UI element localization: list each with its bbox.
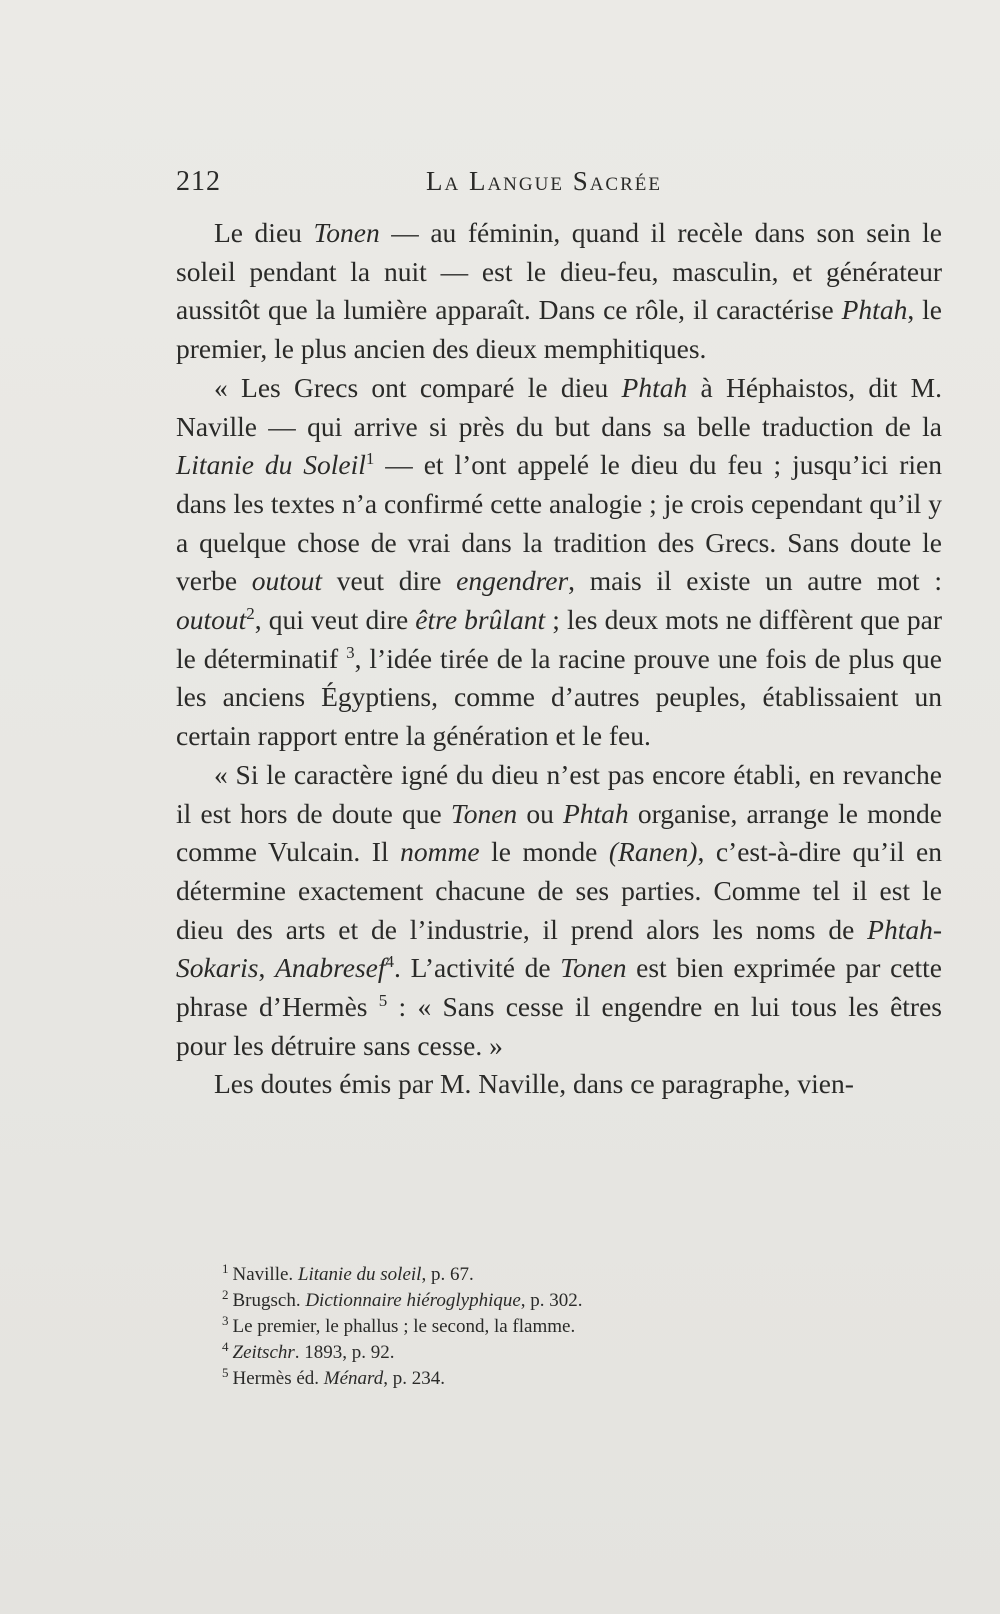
- text-span: ; les deux mots ne diffèrent que par le déterminatif: [176, 604, 942, 674]
- footnote-italic: Zeitschr: [232, 1342, 295, 1363]
- running-title: La Langue Sacrée: [426, 166, 662, 196]
- footnote-italic: Ménard: [323, 1368, 384, 1389]
- footnote-text: . 1893, p. 92.: [294, 1342, 395, 1363]
- footnote-ref-1: 1: [365, 449, 375, 469]
- footnote-ref-2: 2: [246, 603, 255, 623]
- footnote-5: [222, 1366, 922, 1392]
- text-span: le monde: [479, 836, 609, 868]
- italic-span: (Ranen): [608, 836, 698, 868]
- italic-span: Phtah: [562, 797, 629, 829]
- footnote-text: Brugsch.: [232, 1290, 306, 1311]
- text-span: , c’est-à-dire qu’il en détermine exactement chacune de ses parties. Comme tel il est le dieu des arts et de l’industrie, il prend alors les noms de: [176, 836, 942, 945]
- italic-span: Litanie du Soleil: [176, 449, 366, 481]
- text-span: « Les Grecs ont comparé le dieu: [214, 371, 622, 403]
- text-span: , l’idée tirée de la racine prouve une fois de plus que les anciens Égyptiens, comme d’autres peuples, établissaient un certain rapport entre la génération et le feu.: [176, 642, 942, 752]
- italic-span: Phtah: [621, 371, 688, 403]
- footnotes: [222, 1262, 922, 1392]
- italic-span: outout: [176, 604, 247, 636]
- text-span: « Si le caractère igné du dieu n’est pas encore établi, en revanche il est hors de doute que: [176, 758, 942, 829]
- text-span: Les doutes émis par M. Naville, dans ce paragraphe, vien-: [214, 1068, 854, 1100]
- text-span: ou: [517, 797, 563, 829]
- footnote-text: Le premier, le phallus ; le second, la flamme.: [232, 1316, 576, 1337]
- text-span: Le dieu: [214, 217, 314, 248]
- italic-span: Tonen: [450, 797, 518, 829]
- footnote-text: , p. 234.: [383, 1368, 445, 1389]
- footnote-number: 5: [222, 1364, 229, 1380]
- footnote-italic: Dictionnaire hiéroglyphique: [305, 1290, 521, 1311]
- italic-span: engendrer: [456, 565, 569, 597]
- paragraph-1: [176, 214, 942, 369]
- page-header: [176, 166, 934, 206]
- text-span: : « Sans cesse il engendre en lui tous les êtres pour les détruire sans cesse. »: [176, 991, 943, 1061]
- footnote-text: , p. 67.: [421, 1264, 474, 1285]
- italic-span: Anabresef: [275, 952, 386, 984]
- paragraph-2: [176, 369, 942, 756]
- italic-span: Phtah: [841, 294, 908, 326]
- footnote-1: [222, 1262, 922, 1288]
- italic-span: Tonen: [560, 952, 627, 984]
- footnote-text: Hermès éd.: [232, 1368, 324, 1389]
- text-span: organise, arrange le monde comme Vulcain. Il: [176, 797, 942, 868]
- footnote-italic: Litanie du soleil: [297, 1264, 422, 1285]
- footnote-4: [222, 1340, 922, 1366]
- text-span: — au féminin, quand il recèle dans son sein le soleil pendant la nuit — est le dieu-feu, masculin, et générateur aussitôt que la lumière apparaît. Dans ce rôle, il caractérise: [176, 217, 942, 326]
- text-span: ,: [258, 952, 276, 984]
- text-span: , qui veut dire: [254, 604, 416, 636]
- italic-span: nomme: [400, 836, 480, 868]
- italic-span: outout: [251, 565, 323, 597]
- paragraph-3: [176, 756, 942, 1066]
- text-span: veut dire: [322, 565, 457, 597]
- italic-span: Phtah-Sokaris: [176, 913, 942, 984]
- footnote-3: [222, 1314, 922, 1340]
- footnote-ref-5: 5: [378, 990, 388, 1010]
- footnote-number: 4: [222, 1338, 229, 1354]
- footnote-text: Naville.: [232, 1264, 298, 1285]
- text-span: à Héphaistos, dit M. Naville — qui arrive si près du but dans sa belle traduction de la: [176, 371, 942, 442]
- footnote-number: 3: [222, 1312, 229, 1328]
- footnote-text: , p. 302.: [520, 1290, 583, 1311]
- page-number: 212: [176, 166, 221, 197]
- body-text: [176, 214, 942, 1104]
- text-span: , le premier, le plus ancien des dieux memphitiques.: [176, 294, 942, 365]
- text-span: — et l’ont appelé le dieu du feu ; jusqu’ici rien dans les textes n’a confirmé cette analogie ; je crois cependant qu’il y a quelque chose de vrai dans la tradition des Grecs. Sans doute le verbe: [176, 449, 942, 597]
- footnote-ref-4: 4: [385, 952, 395, 972]
- footnote-ref-3: 3: [346, 642, 355, 662]
- footnote-2: [222, 1288, 922, 1314]
- italic-span: être brûlant: [415, 604, 546, 636]
- text-span: . L’activité de: [394, 952, 561, 984]
- footnote-number: 2: [222, 1286, 229, 1302]
- footnote-number: 1: [222, 1260, 229, 1276]
- paragraph-4: [176, 1065, 942, 1104]
- text-span: est bien exprimée par cette phrase d’Hermès: [176, 952, 942, 1023]
- italic-span: Tonen: [313, 217, 380, 248]
- text-span: , mais il existe un autre mot :: [568, 565, 942, 597]
